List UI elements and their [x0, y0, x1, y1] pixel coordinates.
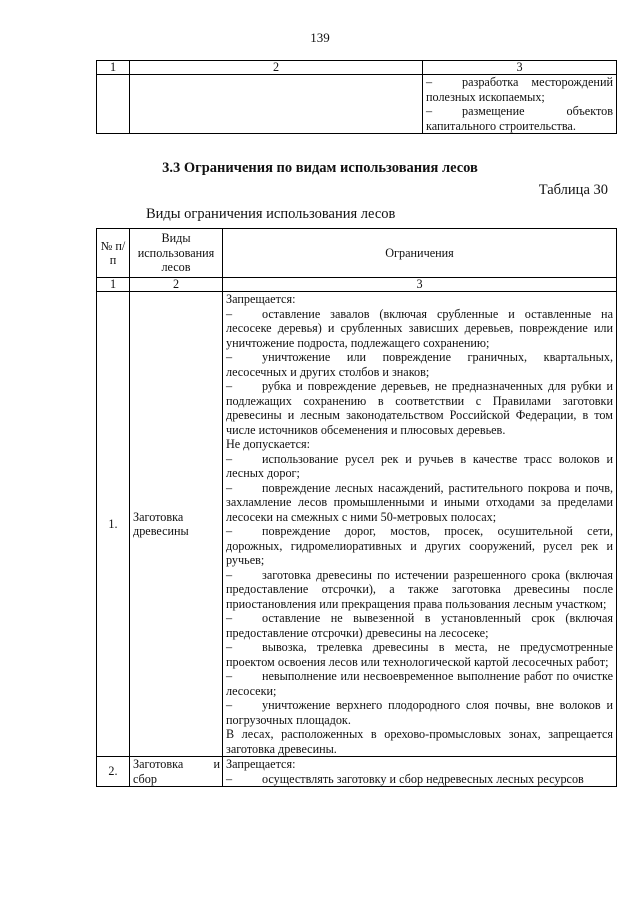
list-item: – вывозка, трелевка древесины в места, не предусмотренные проектом освоения лесов или технологической картой лесосечных работ; — [226, 640, 613, 669]
restriction-cell — [223, 292, 617, 757]
list-item: – заготовка древесины по истечении разрешенного срока (включая предоставление отсрочки), а также заготовка древесины после приостановления или прекращения права пользования лесным участком; — [226, 567, 613, 611]
restriction-text: В лесах, расположенных в орехово-промысловых зонах, запрещается заготовка древесины. — [226, 727, 613, 756]
section-heading: 3.3 Ограничения по видам использования лесов — [162, 160, 478, 176]
continuation-table-header — [97, 61, 617, 75]
list-item: – уничтожение верхнего плодородного слоя почвы, вне волоков и погрузочных площадок. — [226, 698, 613, 727]
usage-type: Заготовка и сбор — [130, 757, 223, 787]
row-number: 1. — [97, 292, 130, 757]
header-restrictions: Ограничения — [223, 229, 617, 278]
list-item: – использование русел рек и ручьев в качестве трасс волоков и лесных дорог; — [226, 451, 613, 480]
table-row — [97, 75, 617, 134]
column-number: 1 — [97, 61, 130, 75]
list-item: – повреждение лесных насаждений, растительного покрова и почв, захламление лесов промышленными и иными отходами за пределами лесосеки на смежных с ними 50-метровых полосах; — [226, 480, 613, 524]
header-num: № п/п — [97, 229, 130, 278]
table-number: Таблица 30 — [538, 182, 608, 198]
list-item: – рубка и повреждение деревьев, не предназначенных для рубки и подлежащих сохранению в соответствии с Правилами заготовки древесины и лесным законодательством Российской Федерации, в том числе источников обсеменения и плюсовых деревьев. — [226, 379, 613, 437]
list-item: – невыполнение или несвоевременное выполнение работ по очистке лесосеки; — [226, 669, 613, 698]
header-type: Виды использования лесов — [130, 229, 223, 278]
column-number-row — [97, 278, 617, 292]
list-item: – уничтожение или повреждение граничных, квартальных, лесосечных и других столбов и знаков; — [226, 350, 613, 379]
list-item: – оставление завалов (включая срубленные и оставленные на лесосеке деревья) и срубленных зависших деревьев, повреждение или уничтожение подроста, подлежащего сохранению; — [226, 306, 613, 350]
list-item: – разработка месторождений полезных ископаемых; — [426, 75, 613, 104]
restriction-text: Запрещается: — [226, 292, 296, 306]
column-number: 3 — [423, 61, 617, 75]
restriction-text: Запрещается: — [226, 757, 296, 771]
row-number: 2. — [97, 757, 130, 787]
list-item: – размещение объектов капитального строительства. — [426, 104, 613, 133]
column-number: 3 — [223, 278, 617, 292]
column-number: 1 — [97, 278, 130, 292]
list-item: – оставление не вывезенной в установленный срок (включая предоставление отсрочки) древесины на лесосеке; — [226, 611, 613, 640]
column-number: 2 — [130, 61, 423, 75]
table-header-row — [97, 229, 617, 278]
restriction-cell — [423, 75, 617, 134]
column-number: 2 — [130, 278, 223, 292]
list-item: – осуществлять заготовку и сбор недревесных лесных ресурсов — [226, 771, 584, 786]
table-row — [97, 292, 617, 757]
usage-type: Заготовка древесины — [130, 292, 223, 757]
list-item: – повреждение дорог, мостов, просек, осушительной сети, дорожных, гидромелиоративных и других сооружений, русел рек и ручьев; — [226, 524, 613, 567]
page-number: 139 — [310, 30, 330, 45]
table-caption: Виды ограничения использования лесов — [146, 206, 396, 222]
restriction-text: Не допускается: — [226, 437, 311, 451]
table-row — [97, 757, 617, 787]
continuation-table — [96, 60, 617, 134]
restrictions-table — [96, 228, 617, 787]
restriction-cell — [223, 757, 617, 787]
